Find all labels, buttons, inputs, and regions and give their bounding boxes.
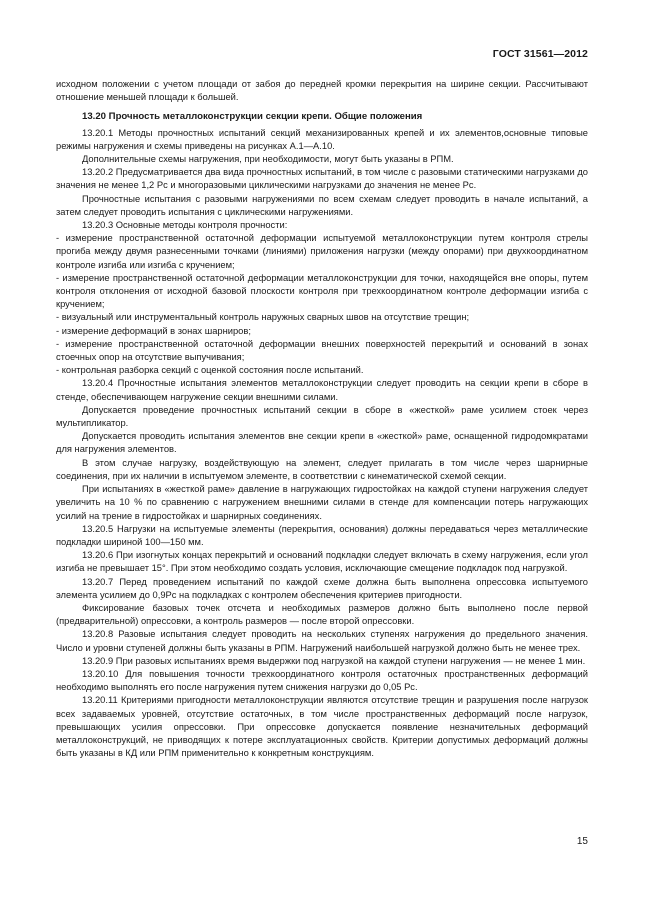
paragraph: При испытаниях в «жесткой раме» давление в нагружающих гидростойках на каждой ступени нагружения следует увеличить на 10 % по сравнению с нагружением внешними силами в стенде для компенсации потерь нагружающих усилий на трение в гидростойках и шарнирных соединениях. — [56, 484, 588, 521]
paragraph: 13.20.11 Критериями пригодности металлоконструкции являются отсутствие трещин и разрушения после нагрузок всех задаваемых уровней, отсутствие остаточных, в том числе пространственных деформаций после нагрузок, превышающих усилия опрессовки. При опрессовке допускается появление незначительных деформаций металлоконструкций, не приводящих к потере эксплуатационных свойств. Критерии допустимых деформаций должны быть указаны в КД или РПМ применительно к конкретным конструкциям. — [56, 695, 588, 759]
paragraph: 13.20.7 Перед проведением испытаний по каждой схеме должна быть выполнена опрессовка испытуемого элемента усилием до 0,9Pc на подкладках с контролем обеспечения критериев пригодности. — [56, 576, 588, 600]
list-item: - измерение пространственной остаточной деформации испытуемой металлоконструкции путем контроля стрелы прогиба между двумя разнесенными точками (линиями) приложения нагрузки (между опорами) при двухкоординатном контроле изгиба или изгиба с кручением; — [56, 233, 588, 270]
paragraph: 13.20.5 Нагрузки на испытуемые элементы (перекрытия, основания) должны передаваться через металлические подкладки шириной 100—150 мм. — [56, 523, 588, 547]
paragraph-continuation: исходном положении с учетом площади от забоя до передней кромки перекрытия на ширине секции. Рассчитывают отношение меньшей площади к большей. — [56, 79, 588, 103]
paragraph: 13.20.6 При изогнутых концах перекрытий и оснований подкладки следует включать в схему нагружения, если угол изгиба не превышает 15°. При этом необходимо создать условия, исключающие смещение подкладок под нагрузкой. — [56, 550, 588, 574]
standard-header: ГОСТ 31561—2012 — [492, 48, 588, 60]
paragraph: Дополнительные схемы нагружения, при необходимости, могут быть указаны в РПМ. — [82, 154, 454, 165]
paragraph: 13.20.3 Основные методы контроля прочности: — [82, 220, 288, 231]
paragraph: 13.20.4 Прочностные испытания элементов металлоконструкции следует проводить на секции крепи в сборе в стенде, обеспечивающем нагружение секции внешними силами. — [56, 378, 588, 402]
section-heading: 13.20 Прочность металлоконструкции секции крепи. Общие положения — [82, 111, 423, 123]
list-item: - измерение пространственной остаточной деформации металлоконструкции для точки, находящейся вне опоры, путем контроля отклонения от исходной базовой плоскости контроля при трехкоординатном контроле деформации изгиба с кручением; — [56, 272, 588, 310]
paragraph: В этом случае нагрузку, воздействующую на элемент, следует прилагать в том числе через шарнирные соединения, при их наличии в испытуемом элементе, в соответствии с кинематической схемой секции. — [56, 457, 588, 481]
paragraph: 13.20.9 При разовых испытаниях время выдержки под нагрузкой на каждой ступени нагружения — не менее 1 мин. — [82, 655, 586, 666]
paragraph: 13.20.2 Предусматривается два вида прочностных испытаний, в том числе с разовыми статическими нагрузками до значения не менее 1,2 Pc и многоразовыми циклическими нагрузками до значения не менее Pc. — [56, 167, 588, 191]
paragraph: Допускается проведение прочностных испытаний секции в сборе в «жесткой» раме усилием стоек через мультипликатор. — [56, 404, 588, 429]
paragraph: 13.20.10 Для повышения точности трехкоординатного контроля остаточных пространственных деформаций необходимо выполнять его после нагружения путем снижения нагрузки до 0,05 Pc. — [56, 668, 588, 693]
paragraph: Прочностные испытания с разовыми нагружениями по всем схемам следует проводить в начале испытаний, а затем следует проводить испытания с циклическими нагружениями. — [56, 193, 588, 217]
paragraph: Допускается проводить испытания элементов вне секции крепи в «жесткой» раме, оснащенной гидродомкратами для нагружения элементов. — [56, 431, 588, 455]
list-item: - контрольная разборка секций с оценкой состояния после испытаний. — [56, 365, 364, 376]
page-content — [56, 78, 588, 760]
paragraph: 13.20.1 Методы прочностных испытаний секций механизированных крепей и их элементов,основные типовые режимы нагружения и схемы приведены на рисунках А.1—А.10. — [56, 127, 588, 151]
paragraph: Фиксирование базовых точек отсчета и необходимых размеров должно быть выполнено после первой (предварительной) опрессовки, а контроль размеров — после второй опрессовки. — [56, 602, 588, 627]
paragraph: 13.20.8 Разовые испытания следует проводить на нескольких ступенях нагружения до предельного значения. Число и уровни ступеней должны быть указаны в РПМ. Нагружений наибольшей нагрузкой должно быть не менее трех. — [56, 629, 588, 653]
list-item: - измерение пространственной остаточной деформации внешних поверхностей перекрытий и оснований в зонах стоечных опор на отсутствие выпучивания; — [56, 338, 588, 363]
list-item: - измерение деформаций в зонах шарниров; — [56, 325, 251, 336]
list-item: - визуальный или инструментальный контроль наружных сварных швов на отсутствие трещин; — [56, 312, 470, 323]
page-number: 15 — [576, 836, 588, 847]
